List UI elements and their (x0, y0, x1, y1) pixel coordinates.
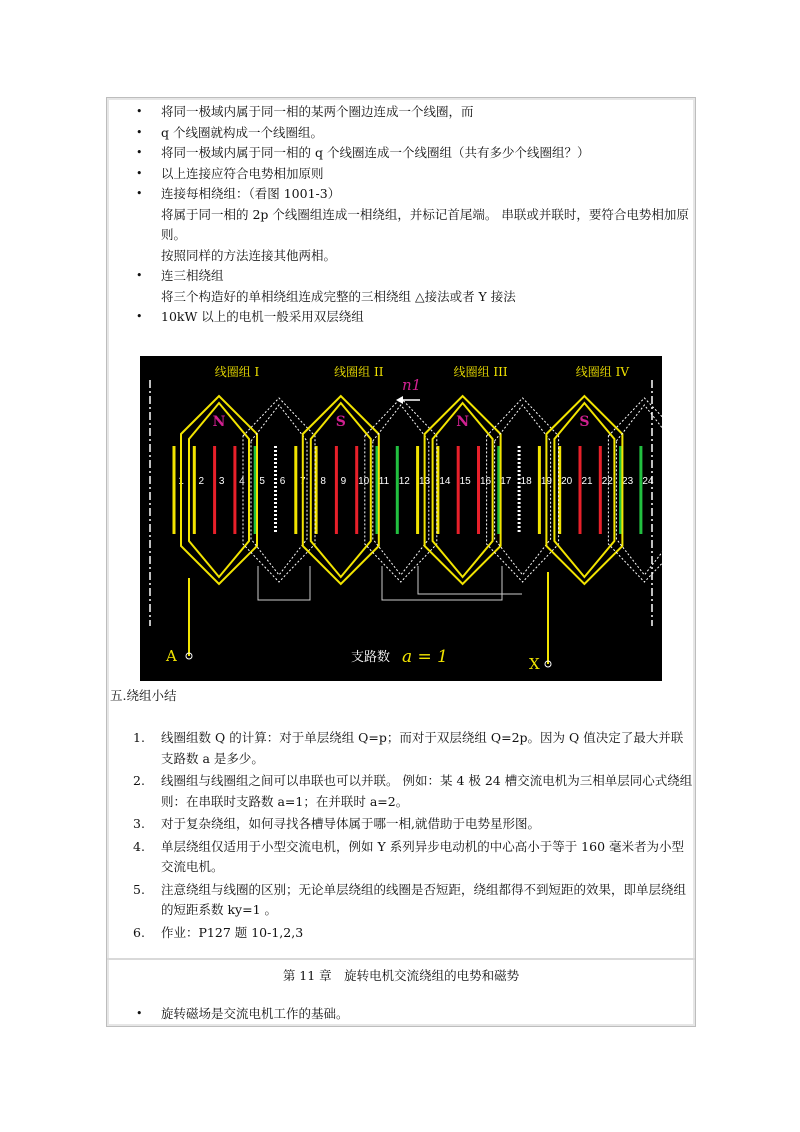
chapter-bullet-list (107, 1004, 689, 1025)
list-item-text: 10kW 以上的电机一般采用双层绕组 (161, 309, 364, 324)
list-item (107, 184, 689, 266)
pole-label: S (335, 414, 346, 430)
list-item-text: 单层绕组仅适用于小型交流电机，例如 Y 系列异步电动机的中心高小于等于 160 毫米者为小型交流电机。 (161, 838, 685, 874)
connection-line (382, 566, 502, 600)
list-item (107, 837, 693, 878)
list-item (107, 923, 693, 944)
slot-number: 13 (419, 476, 431, 487)
list-item (107, 880, 693, 921)
slot-number: 3 (218, 476, 225, 487)
list-item-text: 将同一极域内属于同一相的某两个圈边连成一个线圈，而 (161, 104, 474, 119)
pole-label: N (456, 414, 469, 430)
list-item-text: q 个线圈就构成一个线圈组。 (161, 124, 323, 140)
list-item-text: 旋转磁场是交流电机工作的基础。 (161, 1006, 349, 1021)
chapter-title: 第 11 章 旋转电机交流绕组的电势和磁势 (282, 968, 520, 983)
list-item (107, 164, 689, 185)
list-item-subtext: 按照同样的方法连接其他两相。 (161, 247, 337, 263)
slot-number: 23 (622, 476, 634, 487)
pole-label: N (212, 414, 226, 430)
slot-number: 20 (561, 476, 573, 487)
slot-number: 11 (378, 476, 390, 487)
list-item-text: 以上连接应符合电势相加原则 (161, 165, 324, 181)
branch-count-formula: a = 1 (402, 647, 449, 667)
slot-number: 5 (259, 476, 265, 487)
table-cell-chapter (107, 958, 695, 1028)
list-item (107, 266, 689, 307)
slot-number: 8 (320, 476, 326, 487)
list-item-text: 连三相绕组 (161, 268, 224, 283)
list-item-text: 连接每相绕组：（看图 1001-3） (161, 186, 341, 201)
slot-number: 16 (479, 476, 492, 487)
list-item-text: 将同一极域内属于同一相的 q 个线圈连成一个线圈组（共有多少个线圈组？） (161, 145, 590, 160)
slot-number: 22 (601, 476, 613, 487)
coil-group-label: 线圈组 I (214, 365, 260, 379)
speed-label: n1 (402, 376, 422, 394)
slot-number: 21 (581, 476, 593, 487)
connection-line (418, 566, 522, 594)
list-item-text: 作业：P127 题 10-1,2,3 (161, 924, 304, 940)
list-item-text: 注意绕组与线圈的区别；无论单层绕组的线圈是否短距，绕组都得不到短距的效果，即单层绕组的短距系数 ky=1 。 (161, 881, 687, 917)
list-item-number: 5. (133, 881, 145, 897)
branch-count-label: 支路数 (351, 650, 391, 665)
list-item-subtext: 将属于同一相的 2p 个线圈组连成一相绕组，并标记首尾端。 串联或并联时，要符合电势相加原则。 (161, 206, 689, 242)
connection-line (258, 566, 310, 600)
list-item-number: 4. (133, 838, 145, 854)
list-item-text: 线圈组与线圈组之间可以串联也可以并联。 例如：某 4 极 24 槽交流电机为三相单层同心式绕组则：在串联时支路数 a=1；在并联时 a=2。 (161, 773, 693, 809)
slot-number: 9 (340, 476, 347, 487)
slot-number: 24 (642, 476, 654, 487)
slot-number: 4 (239, 476, 245, 487)
slot-number: 15 (459, 476, 471, 487)
coil-group-label: 线圈组 III (453, 365, 508, 379)
list-item (107, 814, 693, 835)
terminal-label: X (529, 655, 540, 673)
slot-number: 19 (540, 476, 552, 487)
slot-number: 17 (500, 476, 512, 487)
bullet-list (107, 102, 689, 328)
coil-outline-dotted (373, 405, 429, 575)
list-item-number: 3. (133, 816, 145, 831)
slot-number: 18 (520, 476, 532, 487)
section-title: 五.绕组小结 (110, 688, 177, 703)
list-item (107, 307, 689, 328)
list-item-subtext: 将三个构造好的单相绕组连成完整的三相绕组 △接法或者 Y 接法 (161, 288, 516, 304)
slot-number: 14 (439, 476, 451, 487)
list-item-text: 对于复杂绕组，如何寻找各槽导体属于哪一相,就借助于电势星形图。 (161, 816, 540, 831)
list-item (107, 123, 689, 144)
winding-diagram (140, 356, 662, 681)
content-table (106, 97, 696, 1027)
speed-arrow-head (396, 396, 403, 404)
list-item-number: 2. (133, 773, 145, 788)
terminal-label: A (166, 647, 177, 665)
list-item (107, 102, 689, 123)
list-item (107, 1004, 689, 1025)
coil-group-label: 线圈组 IV (575, 365, 630, 379)
list-item-text: 线圈组数 Q 的计算：对于单层绕组 Q=p；而对于双层绕组 Q=2p。因为 Q 值决定了最大并联支路数 a 是多少。 (161, 730, 684, 766)
slot-number: 10 (358, 476, 370, 487)
slot-number: 6 (279, 476, 286, 487)
list-item (107, 143, 689, 164)
coil-outline-dotted (251, 405, 307, 575)
table-cell-top (107, 98, 695, 956)
pole-label: S (579, 414, 590, 430)
coil-outline-dotted (495, 405, 551, 575)
slot-number: 1 (178, 476, 184, 487)
slot-number: 7 (300, 476, 306, 487)
list-item (107, 771, 693, 812)
list-item-number: 1. (133, 730, 145, 745)
summary-list (107, 728, 693, 945)
slot-number: 2 (198, 476, 205, 487)
coil-group-label: 线圈组 II (334, 365, 384, 379)
list-item-number: 6. (133, 924, 145, 940)
list-item (107, 728, 693, 769)
slot-number: 12 (398, 476, 410, 487)
